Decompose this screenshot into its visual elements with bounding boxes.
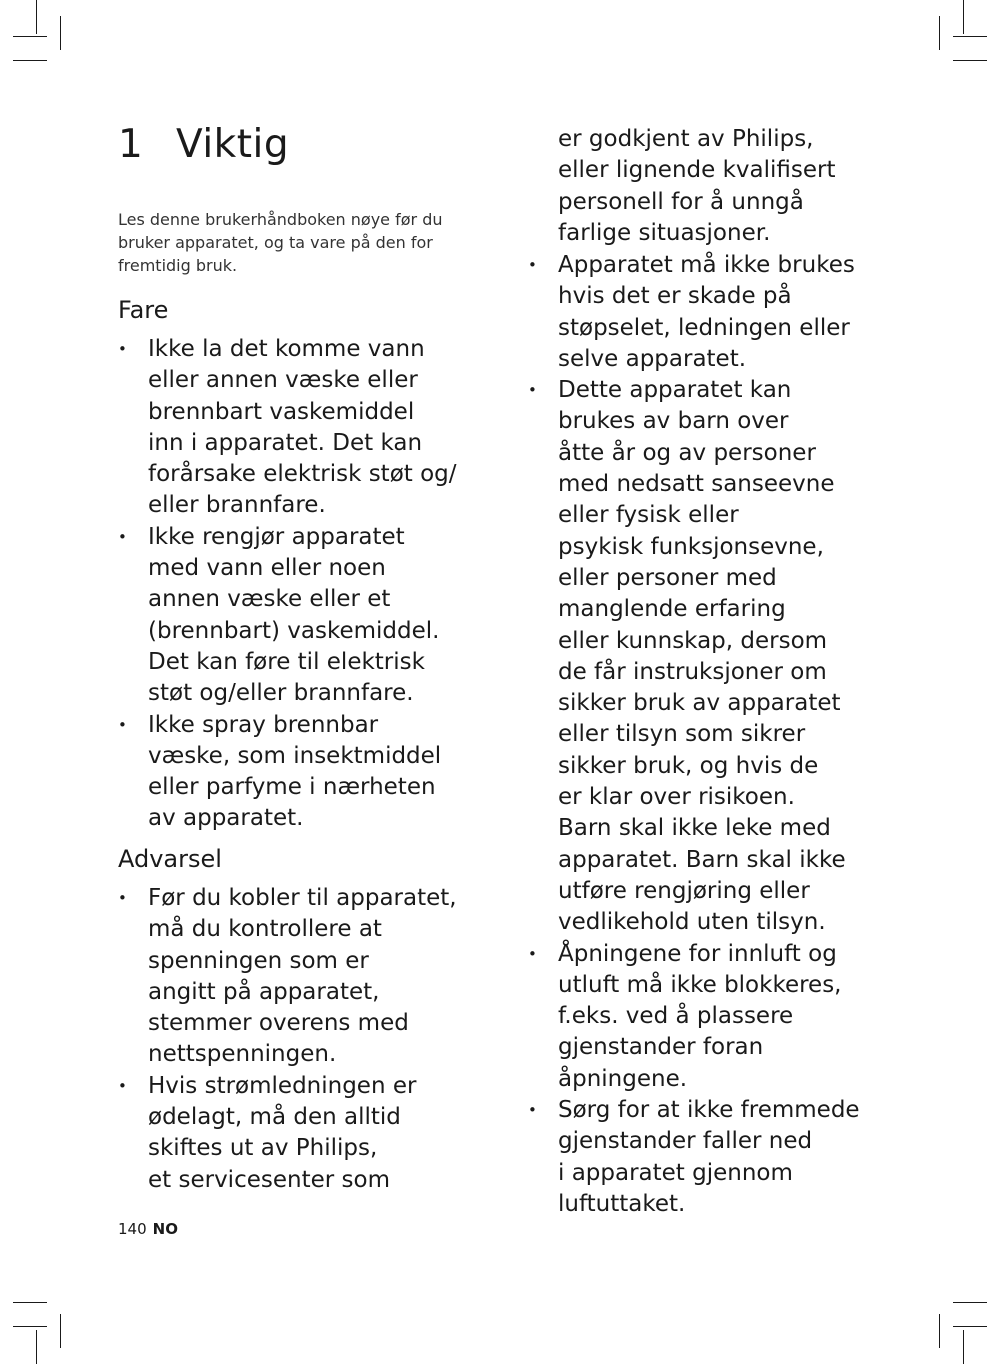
intro-paragraph: Les denne brukerhåndboken nøye før du bruker apparatet, og ta vare på den for fremtidig bruk. [118, 210, 443, 275]
list-item: • Sørg for at ikke fremmede gjenstander faller ned i apparatet gjennom luftuttaket. [528, 1095, 888, 1220]
crop-mark [13, 36, 47, 37]
crop-mark [939, 16, 940, 50]
crop-mark [953, 36, 987, 37]
list-item: • Dette apparatet kan brukes av barn over åtte år og av personer med nedsatt sanseevne eller fysisk eller psykisk funksjonsevne, eller personer med manglende erfaring eller kunnskap, dersom de får instruksjoner om sikker bruk av apparatet eller tilsyn som sikrer sikker bruk, og hvis de er klar over risikoen. Barn skal ikke leke med apparatet. Barn skal ikke utføre rengjøring eller vedlikehold uten tilsyn. [528, 375, 888, 938]
list-item: • Åpningene for innluft og utluft må ikke blokkeres, f.eks. ved å plassere gjenstander foran åpningene. [528, 939, 888, 1095]
list-item: • Ikke la det komme vann eller annen væske eller brennbart vaskemiddel inn i apparatet. Det kan forårsake elektrisk støt og/ eller brannfare. [118, 334, 488, 522]
crop-mark [963, 0, 964, 34]
page-number: 140 [118, 1220, 147, 1238]
crop-mark [953, 1302, 987, 1303]
crop-mark [963, 1330, 964, 1364]
chapter-title: Viktig [176, 122, 290, 167]
page-footer [118, 1220, 178, 1238]
crop-mark [36, 0, 37, 34]
list-item: • Ikke rengjør apparatet med vann eller noen annen væske eller et (brennbart) vaskemiddel. Det kan føre til elektrisk støt og/eller brannfare. [118, 522, 488, 710]
section-title-fare: Fare [118, 296, 169, 324]
list-item-continuation: er godkjent av Philips, eller lignende kvalifisert personell for å unngå farlige situasjoner. [558, 126, 836, 246]
page-title [118, 122, 289, 167]
crop-mark [36, 1330, 37, 1364]
advarsel-list [118, 883, 488, 1196]
crop-mark [60, 16, 61, 50]
list-item: • Ikke spray brennbar væske, som insektmiddel eller parfyme i nærheten av apparatet. [118, 710, 488, 835]
crop-mark [60, 1314, 61, 1348]
section-title-advarsel: Advarsel [118, 845, 222, 873]
advarsel-list-continued [528, 250, 888, 1220]
list-item: • Apparatet må ikke brukes hvis det er skade på støpselet, ledningen eller selve apparatet. [528, 250, 888, 375]
language-code: NO [152, 1220, 178, 1238]
crop-mark [953, 60, 987, 61]
fare-list [118, 334, 488, 835]
crop-mark [939, 1314, 940, 1348]
crop-mark [13, 1302, 47, 1303]
list-item: • Hvis strømledningen er ødelagt, må den alltid skiftes ut av Philips, et servicesenter som [118, 1071, 488, 1196]
chapter-number: 1 [118, 122, 144, 167]
list-item: • Før du kobler til apparatet, må du kontrollere at spenningen som er angitt på apparatet, stemmer overens med nettspenningen. [118, 883, 488, 1071]
crop-mark [13, 60, 47, 61]
crop-mark [953, 1326, 987, 1327]
crop-mark [13, 1326, 47, 1327]
